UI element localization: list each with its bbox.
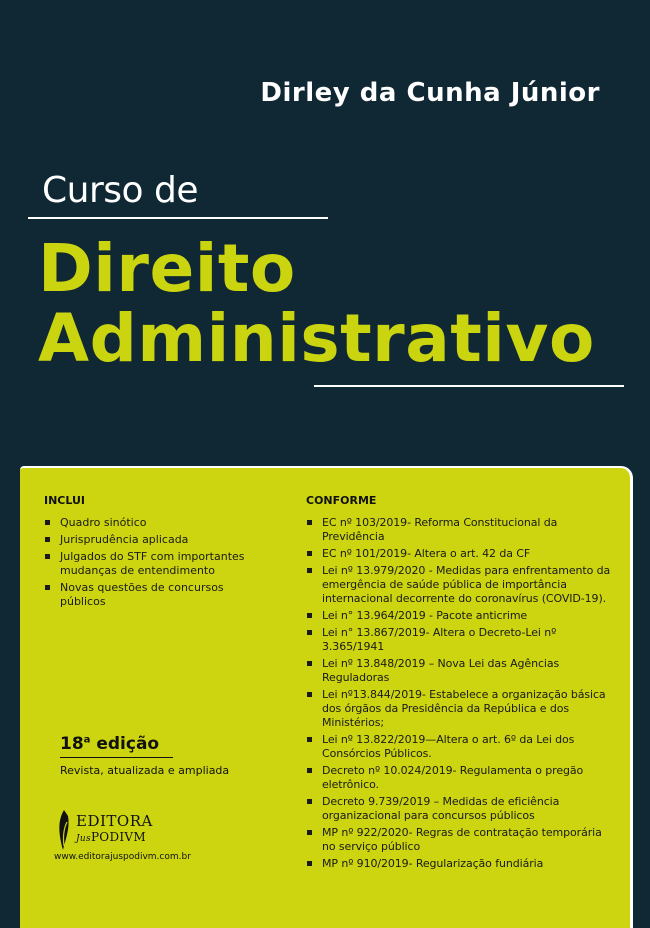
list-item: Decreto nº 10.024/2019- Regulamenta o pregão eletrônico. <box>306 764 616 792</box>
conforme-heading: CONFORME <box>306 494 377 507</box>
title-line-1: Direito <box>38 230 296 307</box>
list-item: Julgados do STF com importantes mudanças de entendimento <box>44 550 249 578</box>
bullet-icon <box>307 630 312 635</box>
list-item: MP nº 910/2019- Regularização fundiária <box>306 857 616 871</box>
bullet-icon <box>307 799 312 804</box>
bullet-icon <box>307 692 312 697</box>
bullet-icon <box>307 861 312 866</box>
bullet-icon <box>307 613 312 618</box>
list-item: Lei n° 13.964/2019 - Pacote anticrime <box>306 609 616 623</box>
publisher-name: EDITORA <box>76 812 153 830</box>
list-item: EC nº 101/2019- Altera o art. 42 da CF <box>306 547 616 561</box>
list-item: MP nº 922/2020- Regras de contratação temporária no serviço público <box>306 826 616 854</box>
bullet-icon <box>45 520 50 525</box>
divider-top <box>28 217 328 219</box>
edition-label: 18$^a$ edição <box>60 734 160 754</box>
bullet-icon <box>307 551 312 556</box>
bullet-icon <box>45 537 50 542</box>
inclui-heading: INCLUI <box>44 494 86 507</box>
pen-nib-icon <box>54 808 74 852</box>
list-item: Lei nº 13.822/2019—Altera o art. 6º da Lei dos Consórcios Públicos. <box>306 733 616 761</box>
list-item: Decreto 9.739/2019 – Medidas de eficiência organizacional para concursos públicos <box>306 795 616 823</box>
list-item: Quadro sinótico <box>44 516 249 530</box>
bullet-icon <box>307 737 312 742</box>
publisher-url: www.editorajuspodivm.com.br <box>54 852 191 862</box>
conforme-list <box>306 516 616 874</box>
edition-subtitle: Revista, atualizada e ampliada <box>60 764 230 777</box>
bullet-icon <box>307 768 312 773</box>
bullet-icon <box>45 585 50 590</box>
bullet-icon <box>307 830 312 835</box>
title-line-2: Administrativo <box>38 300 595 377</box>
list-item: Lei nº 13.979/2020 - Medidas para enfrentamento da emergência de saúde pública de importância internacional decorrente do coronavírus (COVID-19). <box>306 564 616 606</box>
publisher-name-2: JusPODIVM <box>76 830 146 844</box>
bullet-icon <box>45 554 50 559</box>
list-item: Lei nº13.844/2019- Estabelece a organização básica dos órgãos da Presidência da República e dos Ministérios; <box>306 688 616 730</box>
bullet-icon <box>307 568 312 573</box>
list-item: Jurisprudência aplicada <box>44 533 249 547</box>
publisher-logo <box>54 808 194 856</box>
edition-underline <box>60 757 173 758</box>
bullet-icon <box>307 661 312 666</box>
list-item: Lei nº 13.848/2019 – Nova Lei das Agências Reguladoras <box>306 657 616 685</box>
pre-title: Curso de <box>42 170 198 211</box>
list-item: Novas questões de concursos públicos <box>44 581 249 609</box>
divider-bottom <box>314 385 624 387</box>
list-item: Lei n° 13.867/2019- Altera o Decreto-Lei nº 3.365/1941 <box>306 626 616 654</box>
info-panel <box>20 466 633 928</box>
author-name: Dirley da Cunha Júnior <box>260 78 600 108</box>
inclui-list <box>44 516 249 612</box>
list-item: EC nº 103/2019- Reforma Constitucional da Previdência <box>306 516 616 544</box>
bullet-icon <box>307 520 312 525</box>
